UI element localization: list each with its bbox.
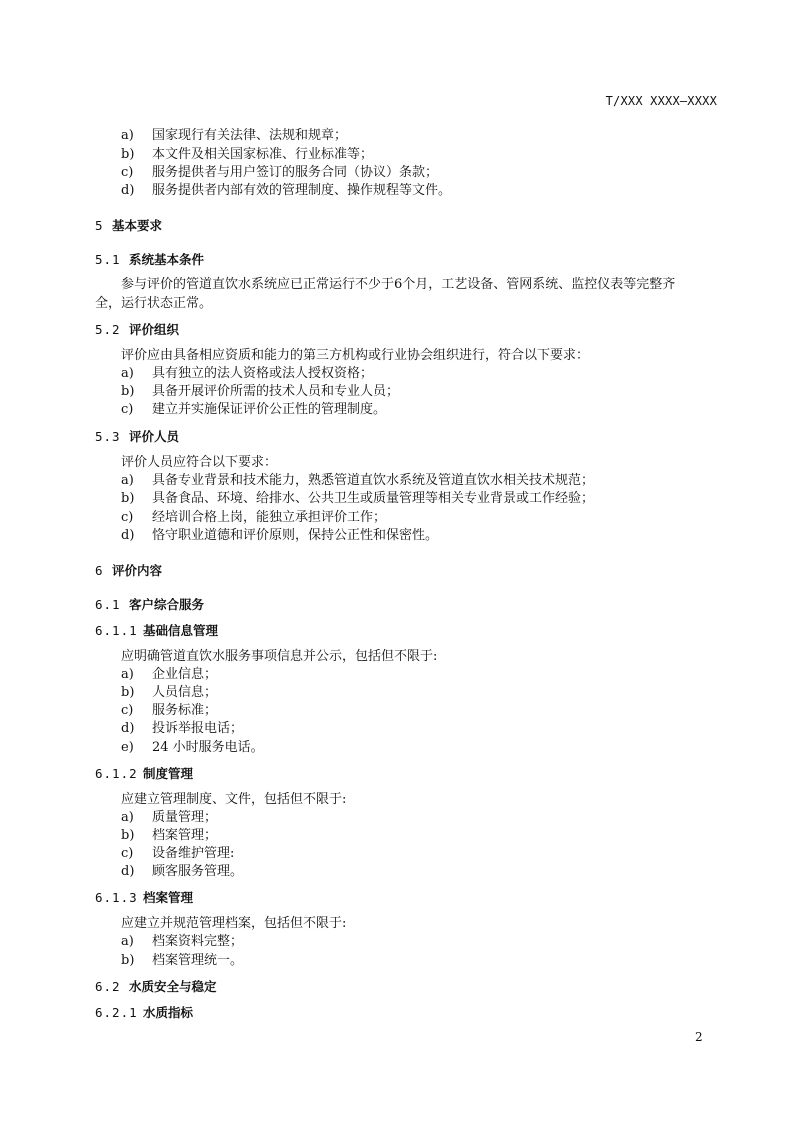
section-number: 6 xyxy=(95,563,104,578)
item-label: b) xyxy=(121,491,135,506)
item-text: 国家现行有关法律、法规和规章； xyxy=(152,128,348,143)
item-label: c) xyxy=(121,846,134,861)
section-number: 6.1.1 xyxy=(95,623,138,638)
section-number: 6.1.3 xyxy=(95,890,138,905)
item-label: c) xyxy=(121,402,134,417)
item-text: 档案管理； xyxy=(152,828,218,843)
item-text: 档案资料完整； xyxy=(152,934,244,949)
paragraph-line: 应建立管理制度、文件，包括但不限于: xyxy=(121,792,347,807)
item-label: a) xyxy=(121,366,134,381)
item-text: 服务提供者与用户签订的服务合同（协议）条款； xyxy=(152,165,439,180)
item-text: 人员信息； xyxy=(152,685,218,700)
section-title: 水质指标 xyxy=(143,1005,194,1020)
section-title: 基础信息管理 xyxy=(143,623,219,638)
paragraph-line: 应建立并规范管理档案，包括但不限于: xyxy=(121,916,347,931)
section-title: 系统基本条件 xyxy=(129,252,205,267)
item-text: 服务标准； xyxy=(152,703,218,718)
item-label: a) xyxy=(121,128,134,143)
item-text: 恪守职业道德和评价原则，保持公正性和保密性。 xyxy=(152,528,439,543)
item-label: a) xyxy=(121,810,134,825)
section-number: 5.3 xyxy=(95,429,121,444)
item-text: 具备食品、环境、给排水、公共卫生或质量管理等相关专业背景或工作经验； xyxy=(152,491,595,506)
section-title: 评价组织 xyxy=(129,322,180,337)
section-title: 评价人员 xyxy=(129,429,180,444)
item-text: 企业信息； xyxy=(152,667,218,682)
item-label: d) xyxy=(121,183,135,198)
item-text: 档案管理统一。 xyxy=(152,953,244,968)
section-title: 客户综合服务 xyxy=(129,597,205,612)
item-label: b) xyxy=(121,828,135,843)
section-title: 水质安全与稳定 xyxy=(129,979,217,994)
item-label: a) xyxy=(121,473,134,488)
paragraph-line: 评价应由具备相应资质和能力的第三方机构或行业协会组织进行，符合以下要求： xyxy=(121,348,590,363)
item-text: 经培训合格上岗，能独立承担评价工作； xyxy=(152,510,387,525)
item-text: 建立并实施保证评价公正性的管理制度。 xyxy=(152,402,387,417)
section-number: 6.2.1 xyxy=(95,1005,138,1020)
section-title: 基本要求 xyxy=(112,218,163,233)
item-text: 服务提供者内部有效的管理制度、操作规程等文件。 xyxy=(152,183,452,198)
item-label: d) xyxy=(121,528,135,543)
item-label: d) xyxy=(121,721,135,736)
section-title: 评价内容 xyxy=(112,563,163,578)
page-number: 2 xyxy=(695,1030,703,1044)
item-label: b) xyxy=(121,953,135,968)
item-label: c) xyxy=(121,510,134,525)
item-label: a) xyxy=(121,934,134,949)
section-title: 档案管理 xyxy=(143,890,194,905)
section-number: 6.1.2 xyxy=(95,766,138,781)
paragraph-line: 评价人员应符合以下要求： xyxy=(121,455,278,470)
item-label: a) xyxy=(121,667,134,682)
item-text: 投诉举报电话； xyxy=(152,721,244,736)
item-text: 24 小时服务电话。 xyxy=(152,740,264,755)
section-number: 6.2 xyxy=(95,979,121,994)
paragraph-line: 应明确管道直饮水服务事项信息并公示，包括但不限于: xyxy=(121,649,438,664)
section-number: 6.1 xyxy=(95,597,121,612)
item-text: 质量管理； xyxy=(152,810,218,825)
item-label: c) xyxy=(121,703,134,718)
item-text: 设备维护管理: xyxy=(152,846,235,861)
item-label: e) xyxy=(121,740,134,755)
paragraph-line: 全，运行状态正常。 xyxy=(95,296,213,311)
section-number: 5.2 xyxy=(95,322,121,337)
item-text: 具有独立的法人资格或法人授权资格； xyxy=(152,366,374,381)
item-label: b) xyxy=(121,147,135,162)
item-label: b) xyxy=(121,685,135,700)
item-text: 顾客服务管理。 xyxy=(152,864,244,879)
section-title: 制度管理 xyxy=(143,766,194,781)
item-label: b) xyxy=(121,384,135,399)
document-code-header: T/XXX XXXX—XXXX xyxy=(605,94,717,108)
item-label: d) xyxy=(121,864,135,879)
paragraph-line: 参与评价的管道直饮水系统应已正常运行不少于6个月，工艺设备、管网系统、监控仪表等完整齐 xyxy=(121,277,676,292)
item-text: 本文件及相关国家标准、行业标准等； xyxy=(152,147,374,162)
item-text: 具备专业背景和技术能力，熟悉管道直饮水系统及管道直饮水相关技术规范； xyxy=(152,473,595,488)
item-label: c) xyxy=(121,165,134,180)
item-text: 具备开展评价所需的技术人员和专业人员； xyxy=(152,384,400,399)
section-number: 5.1 xyxy=(95,252,121,267)
section-number: 5 xyxy=(95,218,104,233)
